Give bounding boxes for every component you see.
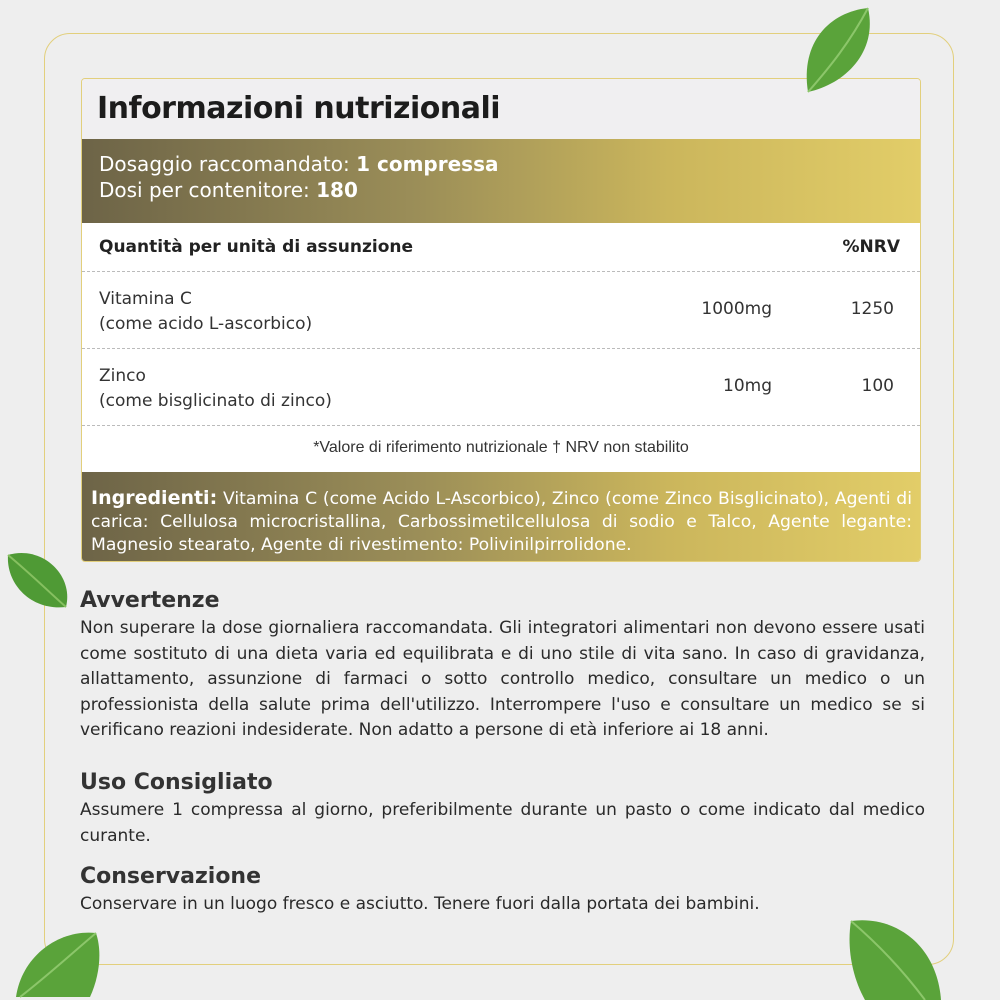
nutrient-amount: 10mg bbox=[723, 376, 772, 396]
warnings-section bbox=[80, 586, 925, 744]
doses-label: Dosi per contenitore: bbox=[99, 178, 317, 202]
nutrition-panel bbox=[81, 78, 921, 562]
warnings-title: Avvertenze bbox=[80, 588, 220, 613]
table-header bbox=[82, 223, 920, 272]
leaf-icon bbox=[790, 2, 880, 102]
ingredients-band bbox=[82, 472, 920, 562]
doses-line bbox=[99, 177, 920, 203]
warnings-text: Non superare la dose giornaliera raccomandata. Gli integratori alimentari non devono essere usati come sostituto di una dieta varia ed equilibrata e di uno stile di vita sano. In caso di gravidanza, allattamento, assunzione di farmaci o sotto controllo medico, consultare un medico o un professionista della salute prima dell'utilizzo. Interrompere l'uso e consultare un medico se si verificano reazioni indesiderate. Non adatto a persone di età inferiore ai 18 anni. bbox=[80, 618, 925, 740]
usage-title: Uso Consigliato bbox=[80, 770, 273, 795]
nutrient-source: (come bisglicinato di zinco) bbox=[99, 391, 332, 411]
dosage-band bbox=[82, 139, 920, 223]
nutrient-amount: 1000mg bbox=[701, 299, 772, 319]
storage-text: Conservare in un luogo fresco e asciutto. Tenere fuori dalla portata dei bambini. bbox=[80, 894, 760, 914]
dosage-value: 1 compressa bbox=[356, 152, 499, 176]
leaf-icon bbox=[2, 545, 77, 615]
doses-value: 180 bbox=[316, 178, 358, 202]
table-row bbox=[82, 349, 920, 426]
table-row bbox=[82, 272, 920, 349]
nrv-footnote: *Valore di riferimento nutrizionale † NRV non stabilito bbox=[313, 439, 689, 456]
storage-title: Conservazione bbox=[80, 864, 262, 889]
ingredients-text: Vitamina C (come Acido L-Ascorbico), Zinco (come Zinco Bisglicinato), Agenti di carica: Cellulosa microcristallina, Carbossimetilcellulosa di sodio e Talco, Agente legante: Magnesio stearato, Agente di rivestimento: Polivinilpirrolidone. bbox=[91, 489, 912, 555]
header-nrv: %NRV bbox=[842, 237, 900, 257]
header-quantity: Quantità per unità di assunzione bbox=[99, 237, 414, 257]
nutrient-name bbox=[99, 287, 312, 337]
nutrient-name bbox=[99, 364, 332, 414]
nutrient-title: Zinco bbox=[99, 366, 146, 386]
dosage-line bbox=[99, 151, 920, 177]
usage-text: Assumere 1 compressa al giorno, preferibilmente durante un pasto o come indicato dal medico curante. bbox=[80, 800, 925, 846]
leaf-icon bbox=[845, 915, 945, 1000]
panel-title: Informazioni nutrizionali bbox=[82, 79, 920, 139]
storage-section bbox=[80, 862, 925, 918]
nutrient-title: Vitamina C bbox=[99, 289, 192, 309]
nutrient-nrv: 1250 bbox=[850, 299, 894, 319]
ingredients-label: Ingredienti: bbox=[91, 487, 218, 509]
leaf-icon bbox=[10, 925, 100, 1000]
dosage-label: Dosaggio raccomandato: bbox=[99, 152, 357, 176]
nutrient-source: (come acido L-ascorbico) bbox=[99, 314, 313, 334]
usage-section bbox=[80, 768, 925, 849]
nutrient-nrv: 100 bbox=[861, 376, 894, 396]
